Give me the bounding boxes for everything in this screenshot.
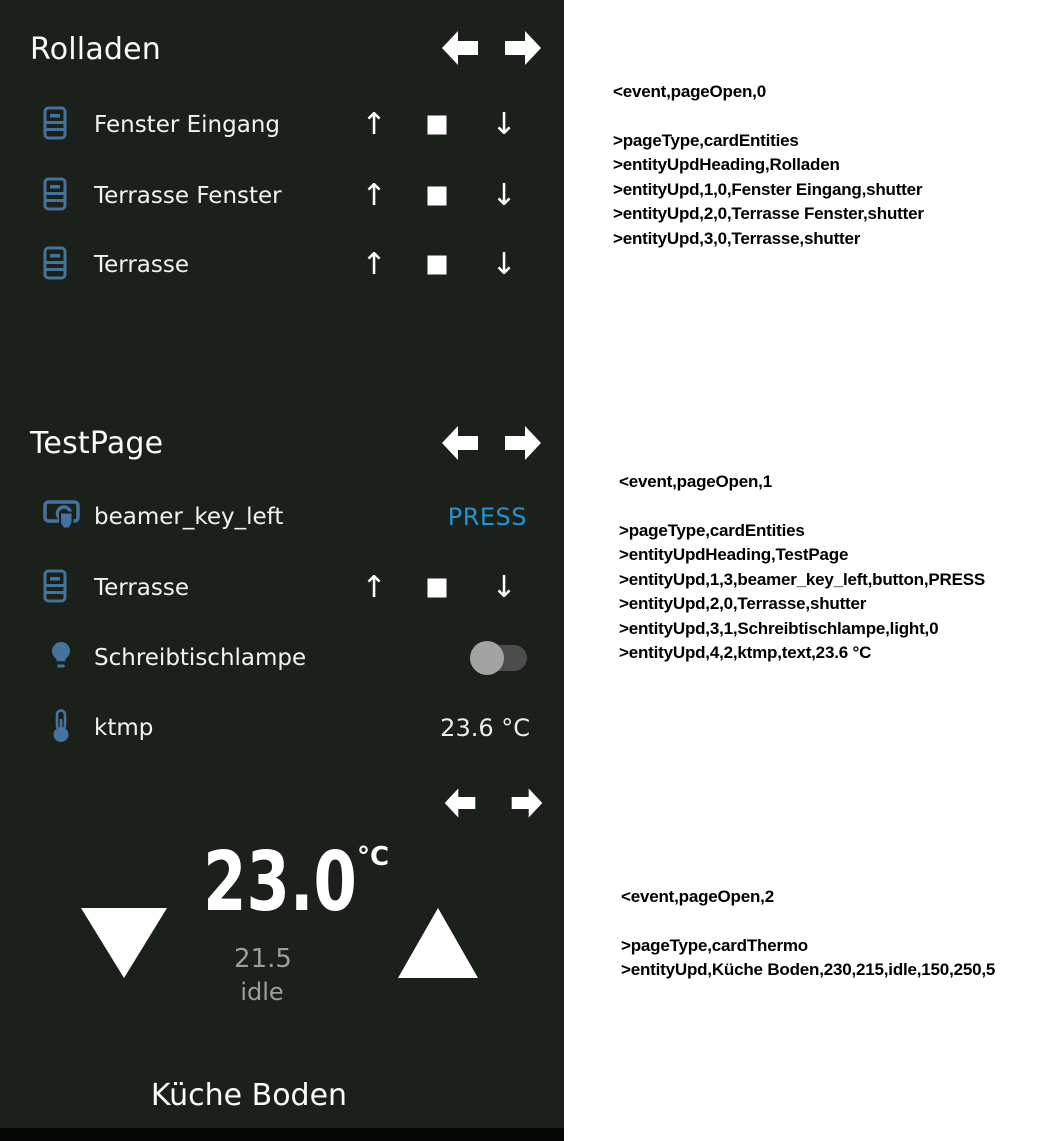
- arrow-down-icon: ↓: [491, 247, 517, 282]
- protocol-line: >pageType,cardThermo: [621, 936, 808, 955]
- current-temperature: 23.0: [203, 835, 357, 930]
- entity-label: Terrasse: [94, 575, 190, 601]
- screen-rolladen: [0, 0, 564, 400]
- protocol-event-line: <event,pageOpen,0: [613, 82, 766, 101]
- shutter-up-button[interactable]: [361, 247, 387, 282]
- temp-decrease-button[interactable]: [81, 908, 167, 978]
- thermostat-name: Küche Boden: [150, 1078, 348, 1113]
- entity-label: Terrasse: [94, 252, 190, 278]
- protocol-block-page0: [613, 80, 924, 248]
- temperature-unit: °C: [357, 842, 390, 872]
- shutter-up-button[interactable]: [361, 107, 387, 142]
- arrow-up-icon: ↑: [361, 247, 387, 282]
- nav-next-button[interactable]: [503, 28, 543, 68]
- nav-prev-button[interactable]: [440, 423, 480, 463]
- entity-row-ktmp: [0, 706, 564, 750]
- entity-row-fenster-eingang: [0, 103, 564, 147]
- thermometer-icon: [52, 709, 70, 747]
- temperature-value: 23.6 °C: [440, 714, 530, 742]
- protocol-line: >entityUpd,1,0,Fenster Eingang,shutter: [613, 179, 923, 199]
- temp-increase-button[interactable]: [398, 908, 478, 978]
- entity-row-schreibtischlampe: [0, 636, 564, 680]
- target-temperature: 21.5: [234, 944, 292, 974]
- nav-prev-button[interactable]: [440, 28, 480, 68]
- protocol-line: >pageType,cardEntities: [613, 131, 799, 150]
- window-shutter-icon: [43, 569, 67, 607]
- gesture-tap-button-icon: [43, 499, 80, 536]
- stop-square-icon: [428, 116, 447, 135]
- stop-square-icon: [428, 256, 447, 275]
- arrow-up-icon: ↑: [361, 178, 387, 213]
- arrow-up-icon: ↑: [361, 107, 387, 142]
- shutter-stop-button[interactable]: [428, 579, 447, 598]
- shutter-stop-button[interactable]: [428, 256, 447, 275]
- protocol-line: >entityUpd,2,0,Terrasse,shutter: [619, 594, 867, 614]
- shutter-stop-button[interactable]: [428, 187, 447, 206]
- screen-testpage: [0, 400, 564, 770]
- nav-right-icon: [503, 423, 543, 463]
- arrow-down-icon: ↓: [491, 570, 517, 605]
- shutter-up-button[interactable]: [361, 178, 387, 213]
- entity-label: ktmp: [94, 715, 154, 741]
- protocol-line: >entityUpd,3,1,Schreibtischlampe,light,0: [619, 618, 939, 638]
- page-title: Rolladen: [30, 32, 162, 67]
- shutter-down-button[interactable]: [491, 247, 517, 282]
- nav-prev-button[interactable]: [443, 786, 477, 820]
- protocol-block-page1: [619, 470, 985, 663]
- shutter-down-button[interactable]: [491, 570, 517, 605]
- nav-right-icon: [503, 28, 543, 68]
- nav-right-icon: [510, 786, 544, 820]
- arrow-up-icon: ↑: [361, 570, 387, 605]
- protocol-line: >entityUpd,3,0,Terrasse,shutter: [613, 228, 861, 248]
- protocol-line: >entityUpdHeading,TestPage: [619, 545, 849, 565]
- arrow-down-icon: ↓: [491, 178, 517, 213]
- protocol-lines: [621, 934, 995, 983]
- nav-left-icon: [440, 423, 480, 463]
- page-title: TestPage: [30, 426, 164, 461]
- window-shutter-icon: [43, 106, 67, 144]
- entity-label: Fenster Eingang: [94, 112, 280, 138]
- protocol-line: >pageType,cardEntities: [619, 521, 805, 540]
- nav-left-icon: [443, 786, 477, 820]
- nav-next-button[interactable]: [510, 786, 544, 820]
- stop-square-icon: [428, 579, 447, 598]
- entity-label: Terrasse Fenster: [94, 183, 282, 209]
- window-shutter-icon: [43, 177, 67, 215]
- hvac-state: idle: [240, 978, 284, 1006]
- lightbulb-icon: [49, 641, 73, 676]
- protocol-line: >entityUpd,1,3,beamer_key_left,button,PRESS: [619, 569, 985, 589]
- entity-row-terrasse-fenster: [0, 174, 564, 218]
- protocol-event-line: <event,pageOpen,1: [619, 472, 772, 491]
- press-button[interactable]: PRESS: [447, 503, 527, 531]
- protocol-line: >entityUpd,4,2,ktmp,text,23.6 °C: [619, 643, 872, 663]
- window-shutter-icon: [43, 246, 67, 284]
- stop-square-icon: [428, 187, 447, 206]
- nav-left-icon: [440, 28, 480, 68]
- arrow-down-icon: ↓: [491, 107, 517, 142]
- entity-label: beamer_key_left: [94, 504, 284, 530]
- screen-bottom-edge: [0, 1128, 564, 1141]
- shutter-down-button[interactable]: [491, 178, 517, 213]
- shutter-up-button[interactable]: [361, 570, 387, 605]
- entity-row-beamer-key-left: [0, 495, 564, 539]
- entity-label: Schreibtischlampe: [94, 645, 307, 671]
- protocol-lines: [613, 129, 924, 251]
- shutter-stop-button[interactable]: [428, 116, 447, 135]
- protocol-line: >entityUpd,2,0,Terrasse Fenster,shutter: [613, 204, 924, 224]
- protocol-block-page2: [621, 885, 996, 980]
- nav-next-button[interactable]: [503, 423, 543, 463]
- protocol-lines: [619, 519, 985, 665]
- light-toggle[interactable]: [470, 641, 527, 675]
- protocol-line: >entityUpdHeading,Rolladen: [613, 155, 840, 175]
- protocol-line: >entityUpd,Küche Boden,230,215,idle,150,250,5: [621, 960, 996, 980]
- protocol-event-line: <event,pageOpen,2: [621, 887, 774, 906]
- shutter-down-button[interactable]: [491, 107, 517, 142]
- entity-row-terrasse: [0, 243, 564, 287]
- screen-thermo: [0, 770, 564, 1128]
- toggle-knob: [470, 641, 504, 675]
- entity-row-terrasse: [0, 566, 564, 610]
